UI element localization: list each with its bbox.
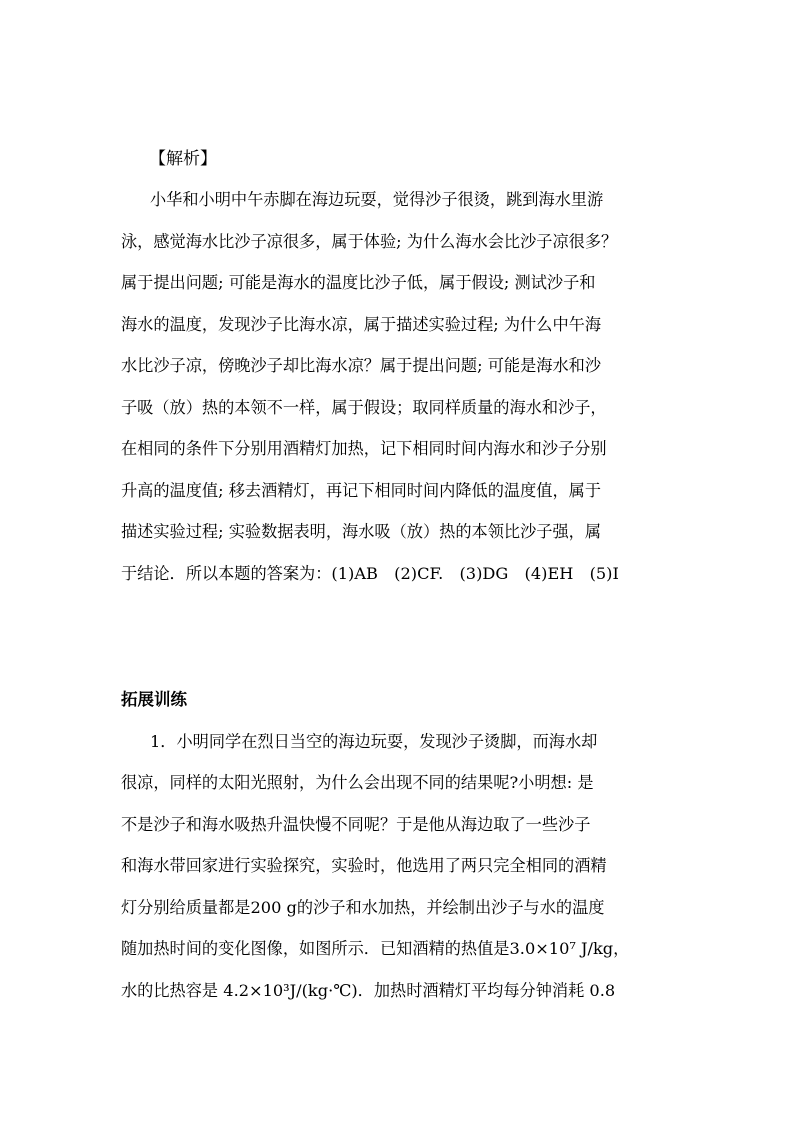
question-line: 水的比热容是 4.2×10³J/(kg·℃)．加热时酒精灯平均每分钟消耗 0.8 [121, 981, 616, 1000]
question-line: 灯分别给质量都是200 g的沙子和水加热，并绘制出沙子与水的温度 [121, 898, 605, 917]
analysis-line: 水比沙子凉，傍晚沙子却比海水凉？属于提出问题; 可能是海水和沙 [121, 356, 602, 375]
analysis-line: 于结论．所以本题的答案为：(1)AB (2)CF. (3)DG (4)EH (5)I [121, 564, 619, 583]
question-line: 1．小明同学在烈日当空的海边玩耍，发现沙子烫脚，而海水却 [150, 732, 598, 751]
analysis-line: 描述实验过程; 实验数据表明，海水吸（放）热的本领比沙子强，属 [121, 522, 602, 541]
analysis-line: 在相同的条件下分别用酒精灯加热，记下相同时间内海水和沙子分别 [121, 439, 607, 458]
analysis-line: 子吸（放）热的本领不一样，属于假设；取同样质量的海水和沙子， [121, 398, 607, 417]
analysis-line: 海水的温度，发现沙子比海水凉，属于描述实验过程; 为什么中午海 [121, 315, 602, 334]
question-line: 和海水带回家进行实验探究，实验时，他选用了两只完全相同的酒精 [121, 856, 607, 875]
analysis-line: 小华和小明中午赤脚在海边玩耍，觉得沙子很烫，跳到海水里游 [150, 190, 604, 209]
question-line: 随加热时间的变化图像，如图所示．已知酒精的热值是3.0×10⁷ J/kg， [121, 939, 630, 958]
analysis-line: 升高的温度值; 移去酒精灯，再记下相同时间内降低的温度值，属于 [121, 481, 602, 500]
question-line: 不是沙子和海水吸热升温快慢不同呢？于是他从海边取了一些沙子 [121, 815, 591, 834]
analysis-line: 属于提出问题; 可能是海水的温度比沙子低，属于假设; 测试沙子和 [121, 273, 596, 292]
question-line: 很凉，同样的太阳光照射，为什么会出现不同的结果呢?小明想: 是 [121, 773, 594, 792]
analysis-line: 泳，感觉海水比沙子凉很多，属于体验; 为什么海水会比沙子凉很多？ [121, 232, 618, 251]
analysis-heading: 【解析】 [149, 149, 217, 169]
section-title: 拓展训练 [121, 690, 187, 709]
